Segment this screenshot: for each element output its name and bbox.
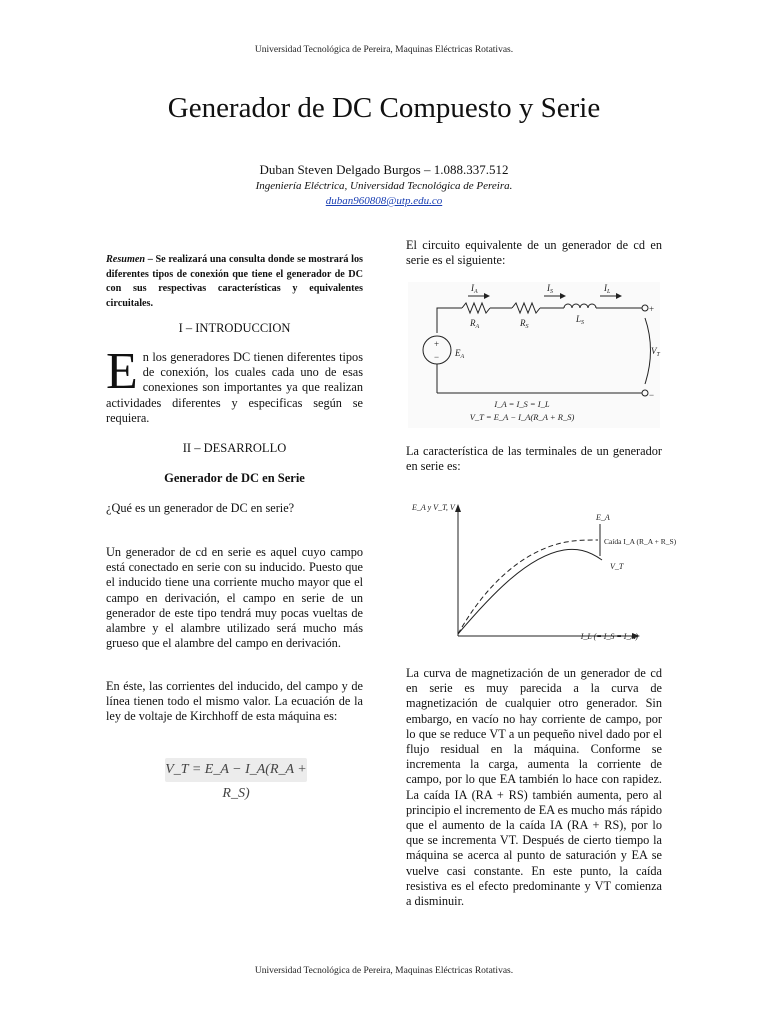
label-ea: $E_A$: [455, 348, 465, 360]
y-axis-arrowhead: [455, 504, 461, 512]
label-rs: $R_S$: [520, 318, 529, 330]
terminal-minus: −: [649, 390, 655, 400]
section-heading-desarrollo: II – DESARROLLO: [182, 441, 287, 455]
generator-plus: +: [434, 339, 440, 349]
dropcap: E: [106, 343, 138, 400]
label-vt: $V_T$: [651, 346, 660, 358]
terminal-characteristic-graph: [406, 494, 677, 650]
abstract-label: Resumen: [106, 254, 146, 265]
kirchhoff-paragraph: En éste, las corrientes del inducido, del campo y de línea tienen todo el mismo valor. La ecuación de la ley de voltaje de Kirchhoff de esta máquina es:: [106, 679, 363, 724]
ea-curve-label: E_A: [596, 513, 610, 522]
circuit-equation-1: I_A = I_S = I_L: [494, 399, 550, 409]
email-link[interactable]: duban960808@utp.edu.co: [325, 195, 443, 207]
abstract-text: – Se realizará una consulta donde se mostrará los diferentes tipos de conexión que tiene el generador de DC con sus respectivas características y equivalentes circuitales.: [106, 254, 363, 309]
intro-paragraph: [106, 343, 363, 426]
equivalent-circuit-diagram: [404, 280, 664, 430]
series-generator-paragraph: Un generador de cd en serie es aquel cuyo campo está conectado en serie con su inducido. Puesto que el inducido tiene una corriente mucho mayor que el campo en derivación, el campo en serie de un generador de este tipo tendrá muy pocas vueltas de alambre y el alambre utilizado será mucho más grueso que el alambre del campo en derivación.: [106, 545, 363, 651]
magnetization-paragraph: La curva de magnetización de un generador de cd en serie es muy parecida a la curva de magnetización de cualquier otro generador. Sin embargo, en vacío no hay corriente de campo, por lo que se reduce VT a un pequeño nivel dado por el flujo residual en la máquina. Conforme se incrementa la carga, aumenta la corriente de campo, por lo que EA también lo hace con rapidez. La caída IA (RA + RS) también aumenta, pero al principio el incremento de EA es mucho más rápido que el aumento de la caída IA (RA + RS), por lo que se incrementa VT. Después de cierto tiempo la máquina se acerca al punto de saturación y EA se vuelve casi constante. En este punto, la caída resistiva es el efecto predominante y VT comienza a disminuir.: [406, 666, 662, 909]
terminal-plus: +: [649, 304, 655, 314]
drop-label: Caída I_A (R_A + R_S): [604, 537, 677, 546]
question-paragraph: ¿Qué es un generador de DC en serie?: [106, 501, 295, 515]
x-axis-label: I_L (= I_S = I_A): [580, 632, 638, 641]
vt-curve: [458, 549, 602, 634]
label-ls: $L_S$: [576, 314, 585, 326]
label-is: $I_S$: [547, 283, 553, 295]
ea-curve: [458, 540, 598, 634]
page-footer: Universidad Tecnológica de Pereira, Maquinas Eléctricas Rotativas.: [254, 966, 514, 976]
kvl-equation-image: [165, 758, 307, 801]
label-ia: $I_A$: [471, 283, 478, 295]
abstract: [106, 253, 363, 311]
author-line: Duban Steven Delgado Burgos – 1.088.337.512: [259, 162, 509, 177]
vt-curve-label: V_T: [610, 562, 624, 571]
y-axis-label: E_A y V_T, V: [412, 503, 455, 512]
label-il: $I_L$: [604, 283, 611, 295]
intro-text: n los generadores DC tienen diferentes tipos de conexión, los cuales cada uno de esas conexiones son importantes ya que realizan actividades diferentes y especificas según se requiera.: [106, 350, 363, 425]
subsection-heading: Generador de DC en Serie: [164, 471, 305, 485]
label-ra: $R_A$: [470, 318, 480, 330]
terminal-characteristic-paragraph: La característica de las terminales de un generador en serie es:: [406, 444, 662, 474]
kvl-equation: V_T = E_A − I_A(R_A + R_S): [165, 762, 307, 801]
generator-minus: −: [434, 352, 440, 362]
circuit-equation-2: V_T = E_A − I_A(R_A + R_S): [469, 412, 575, 422]
section-heading-intro: I – INTRODUCCION: [178, 321, 291, 335]
paper-title: Generador de DC Compuesto y Serie: [167, 92, 601, 124]
circuit-intro-paragraph: El circuito equivalente de un generador de cd en serie es el siguiente:: [406, 238, 662, 268]
affiliation: Ingeniería Eléctrica, Universidad Tecnológica de Pereira.: [255, 180, 513, 192]
page-header: Universidad Tecnológica de Pereira, Maquinas Eléctricas Rotativas.: [254, 45, 514, 55]
